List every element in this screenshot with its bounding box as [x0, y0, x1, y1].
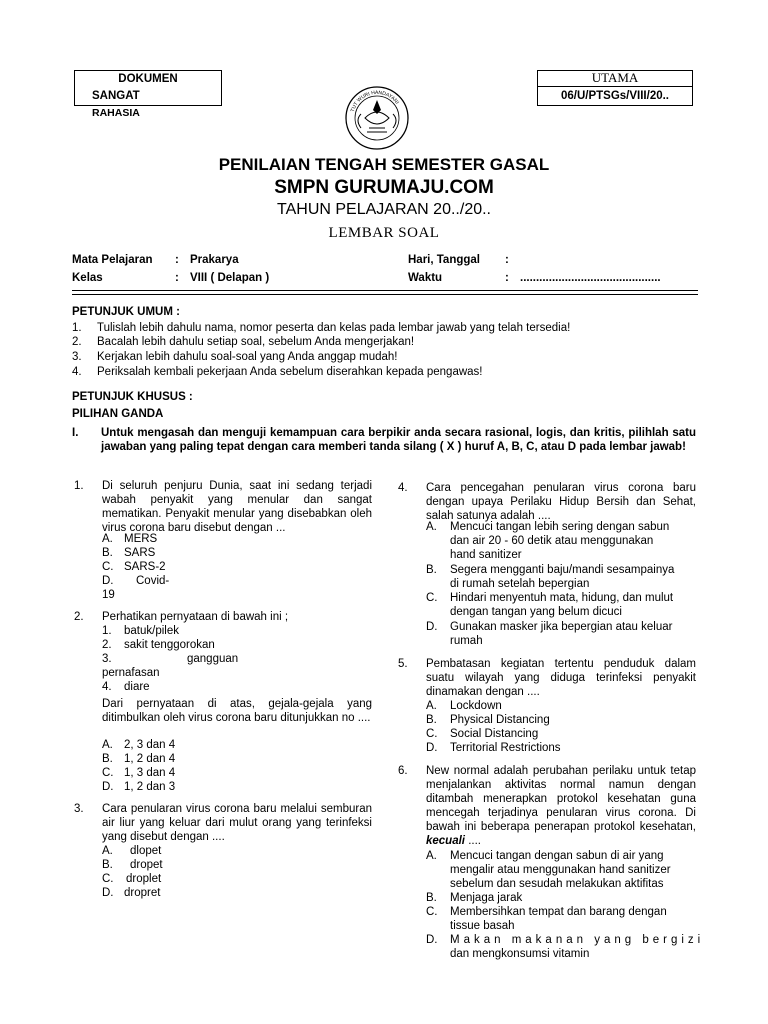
- general-instruction-number: 1.: [72, 322, 82, 334]
- option-label: B.: [426, 564, 437, 576]
- option-text: 1, 2 dan 4: [124, 753, 176, 765]
- statement-text: gangguan: [187, 653, 239, 665]
- school-name: SMPN GURUMAJU.COM: [274, 177, 494, 198]
- option-label: A.: [102, 845, 113, 857]
- time-colon: :: [505, 272, 509, 284]
- section-roman-numeral: I.: [72, 427, 79, 439]
- multiple-choice-heading: PILIHAN GANDA: [72, 408, 164, 420]
- option-label: D.: [426, 934, 438, 946]
- document-code: 06/U/PTSGs/VIII/20..: [560, 90, 670, 102]
- general-instruction-text: Tulislah lebih dahulu nama, nomor peserta dan kelas pada lembar jawab yang telah tersedia!: [97, 322, 571, 334]
- subject-value: Prakarya: [190, 254, 239, 266]
- doc-box-line-2: SANGAT: [92, 90, 140, 102]
- question-text: [426, 764, 696, 848]
- option-label: B.: [426, 714, 437, 726]
- general-instruction-number: 4.: [72, 366, 82, 378]
- option-label: C.: [102, 561, 114, 573]
- general-instructions-heading: PETUNJUK UMUM :: [72, 306, 180, 318]
- class-colon: :: [175, 272, 179, 284]
- academic-year: TAHUN PELAJARAN 20../20..: [277, 201, 491, 218]
- option-text: sebelum dan sesudah melakukan aktifitas: [450, 878, 664, 890]
- option-text: mengalir atau menggunakan hand sanitizer: [450, 864, 671, 876]
- option-text-continuation: 19: [102, 589, 115, 601]
- question-number: 6.: [398, 765, 408, 777]
- class-value: VIII ( Delapan ): [190, 272, 270, 284]
- option-label: B.: [102, 859, 113, 871]
- statement-text: sakit tenggorokan: [124, 639, 215, 651]
- question-text-main: New normal adalah perubahan perilaku untuk tetap menjalankan aktivitas normal namun dengan ditambah menerapkan protokol kesehatan guna mencegah terjadinya penularan virus corona. Di bawah ini beberapa penerapan protokol kesehatan,: [426, 765, 696, 833]
- option-label: A.: [102, 739, 113, 751]
- option-label: C.: [426, 728, 438, 740]
- option-text: dan air 20 - 60 detik atau menggunakan: [450, 535, 654, 547]
- time-label: Waktu: [408, 272, 443, 284]
- divider-bottom: [72, 294, 698, 295]
- option-text: tissue basah: [450, 920, 515, 932]
- option-label: B.: [102, 547, 113, 559]
- option-label: D.: [426, 742, 438, 754]
- utama-divider: [537, 86, 693, 87]
- question-text-ellipsis: ....: [468, 835, 481, 847]
- option-text: dropet: [130, 859, 163, 871]
- general-instruction-number: 2.: [72, 336, 82, 348]
- option-label: A.: [426, 700, 437, 712]
- option-text: Gunakan masker jika bepergian atau keluar: [450, 621, 673, 633]
- question-text: Di seluruh penjuru Dunia, saat ini sedang terjadi wabah penyakit yang menular dan sangat mematikan. Penyakit menular yang disebabkan oleh virus corona baru disebut dengan ...: [102, 480, 372, 534]
- option-label: C.: [102, 873, 114, 885]
- option-text: droplet: [126, 873, 162, 885]
- option-text: Lockdown: [450, 700, 502, 712]
- general-instruction-number: 3.: [72, 351, 82, 363]
- option-text: Mencuci tangan dengan sabun di air yang: [450, 850, 664, 862]
- option-label: C.: [102, 767, 114, 779]
- question-number: 5.: [398, 658, 408, 670]
- option-text: 2, 3 dan 4: [124, 739, 176, 751]
- option-text: 1, 3 dan 4: [124, 767, 176, 779]
- question-text: Perhatikan pernyataan di bawah ini ;: [102, 611, 289, 623]
- time-value: ............................................: [520, 272, 661, 284]
- class-label: Kelas: [72, 272, 103, 284]
- divider-top: [72, 290, 698, 291]
- general-instruction-text: Kerjakan lebih dahulu soal-soal yang Anda anggap mudah!: [97, 351, 398, 363]
- option-text: hand sanitizer: [450, 549, 522, 561]
- question-text: Cara pencegahan penularan virus corona baru dengan upaya Perilaku Hidup Bersih dan Sehat, salah satunya adalah ....: [426, 482, 696, 522]
- option-text: Membersihkan tempat dan barang dengan: [450, 906, 667, 918]
- option-text: Physical Distancing: [450, 714, 550, 726]
- statement-number: 4.: [102, 681, 112, 693]
- option-text: dlopet: [130, 845, 162, 857]
- tut-wuri-handayani-logo: [343, 84, 411, 152]
- statement-text: batuk/pilek: [124, 625, 179, 637]
- option-label: A.: [426, 850, 437, 862]
- option-text: Hindari menyentuh mata, hidung, dan mulut: [450, 592, 674, 604]
- question-number: 2.: [74, 611, 84, 623]
- statement-number: 2.: [102, 639, 112, 651]
- question-text: Pembatasan kegiatan tertentu penduduk dalam suatu wilayah yang diduga terinfeksi penyakit dinamakan dengan ....: [426, 658, 696, 698]
- question-text: Cara penularan virus corona baru melalui semburan air liur yang keluar dari mulut orang yang terinfeksi yang disebut dengan ....: [102, 803, 372, 843]
- section-instruction: Untuk mengasah dan menguji kemampuan cara berpikir anda secara rasional, logis, dan kritis, pilihlah satu jawaban yang paling tepat dengan cara memberi tanda silang ( X ) huruf A, B, C, atau D pada lembar jawab!: [101, 427, 696, 453]
- svg-text:TUT WURI HANDAYANI: TUT WURI HANDAYANI: [349, 89, 400, 113]
- general-instruction-text: Bacalah lebih dahulu setiap soal, sebelum Anda mengerjakan!: [97, 336, 415, 348]
- option-text: di rumah setelah bepergian: [450, 578, 590, 590]
- option-text: dropret: [124, 887, 161, 899]
- sheet-title: LEMBAR SOAL: [328, 225, 440, 241]
- date-label: Hari, Tanggal: [408, 254, 480, 266]
- option-text: SARS-2: [124, 561, 166, 573]
- subject-colon: :: [175, 254, 179, 266]
- option-text: 1, 2 dan 3: [124, 781, 176, 793]
- question-number: 3.: [74, 803, 84, 815]
- option-label: A.: [426, 521, 437, 533]
- option-label: D.: [102, 781, 114, 793]
- question-number: 4.: [398, 482, 408, 494]
- option-text: Covid-: [136, 575, 170, 587]
- statement-text: diare: [124, 681, 150, 693]
- option-text: SARS: [124, 547, 156, 559]
- doc-box-line-3: RAHASIA: [92, 107, 140, 119]
- statement-number: 3.: [102, 653, 112, 665]
- specific-instructions-heading: PETUNJUK KHUSUS :: [72, 391, 193, 403]
- option-text: Social Distancing: [450, 728, 539, 740]
- option-text: MERS: [124, 533, 158, 545]
- doc-box-line-1: DOKUMEN: [118, 73, 178, 85]
- option-label: C.: [426, 592, 438, 604]
- option-text: Mencuci tangan lebih sering dengan sabun: [450, 521, 670, 533]
- exam-title: PENILAIAN TENGAH SEMESTER GASAL: [218, 155, 550, 174]
- utama-label: UTAMA: [591, 70, 639, 85]
- option-label: B.: [102, 753, 113, 765]
- option-text: dan mengkonsumsi vitamin: [450, 948, 590, 960]
- option-text: rumah: [450, 635, 483, 647]
- subject-label: Mata Pelajaran: [72, 254, 153, 266]
- option-label: D.: [102, 887, 114, 899]
- question-text: Dari pernyataan di atas, gejala-gejala yang ditimbulkan oleh virus corona baru ditunjukkan no ....: [102, 698, 372, 724]
- date-colon: :: [505, 254, 509, 266]
- option-text: Menjaga jarak: [450, 892, 523, 904]
- question-number: 1.: [74, 480, 84, 492]
- option-text: Territorial Restrictions: [450, 742, 561, 754]
- option-label: C.: [426, 906, 438, 918]
- general-instruction-text: Periksalah kembali pekerjaan Anda sebelum diserahkan kepada pengawas!: [97, 366, 483, 378]
- statement-text-continuation: pernafasan: [102, 667, 160, 679]
- option-text: Segera mengganti baju/mandi sesampainya: [450, 564, 675, 576]
- option-text: Makan makanan yang bergizi: [450, 934, 705, 946]
- statement-number: 1.: [102, 625, 112, 637]
- question-keyword-except: kecuali: [426, 835, 465, 847]
- option-label: D.: [102, 575, 114, 587]
- option-label: D.: [426, 621, 438, 633]
- option-label: B.: [426, 892, 437, 904]
- option-label: A.: [102, 533, 113, 545]
- option-text: dengan tangan yang belum dicuci: [450, 606, 622, 618]
